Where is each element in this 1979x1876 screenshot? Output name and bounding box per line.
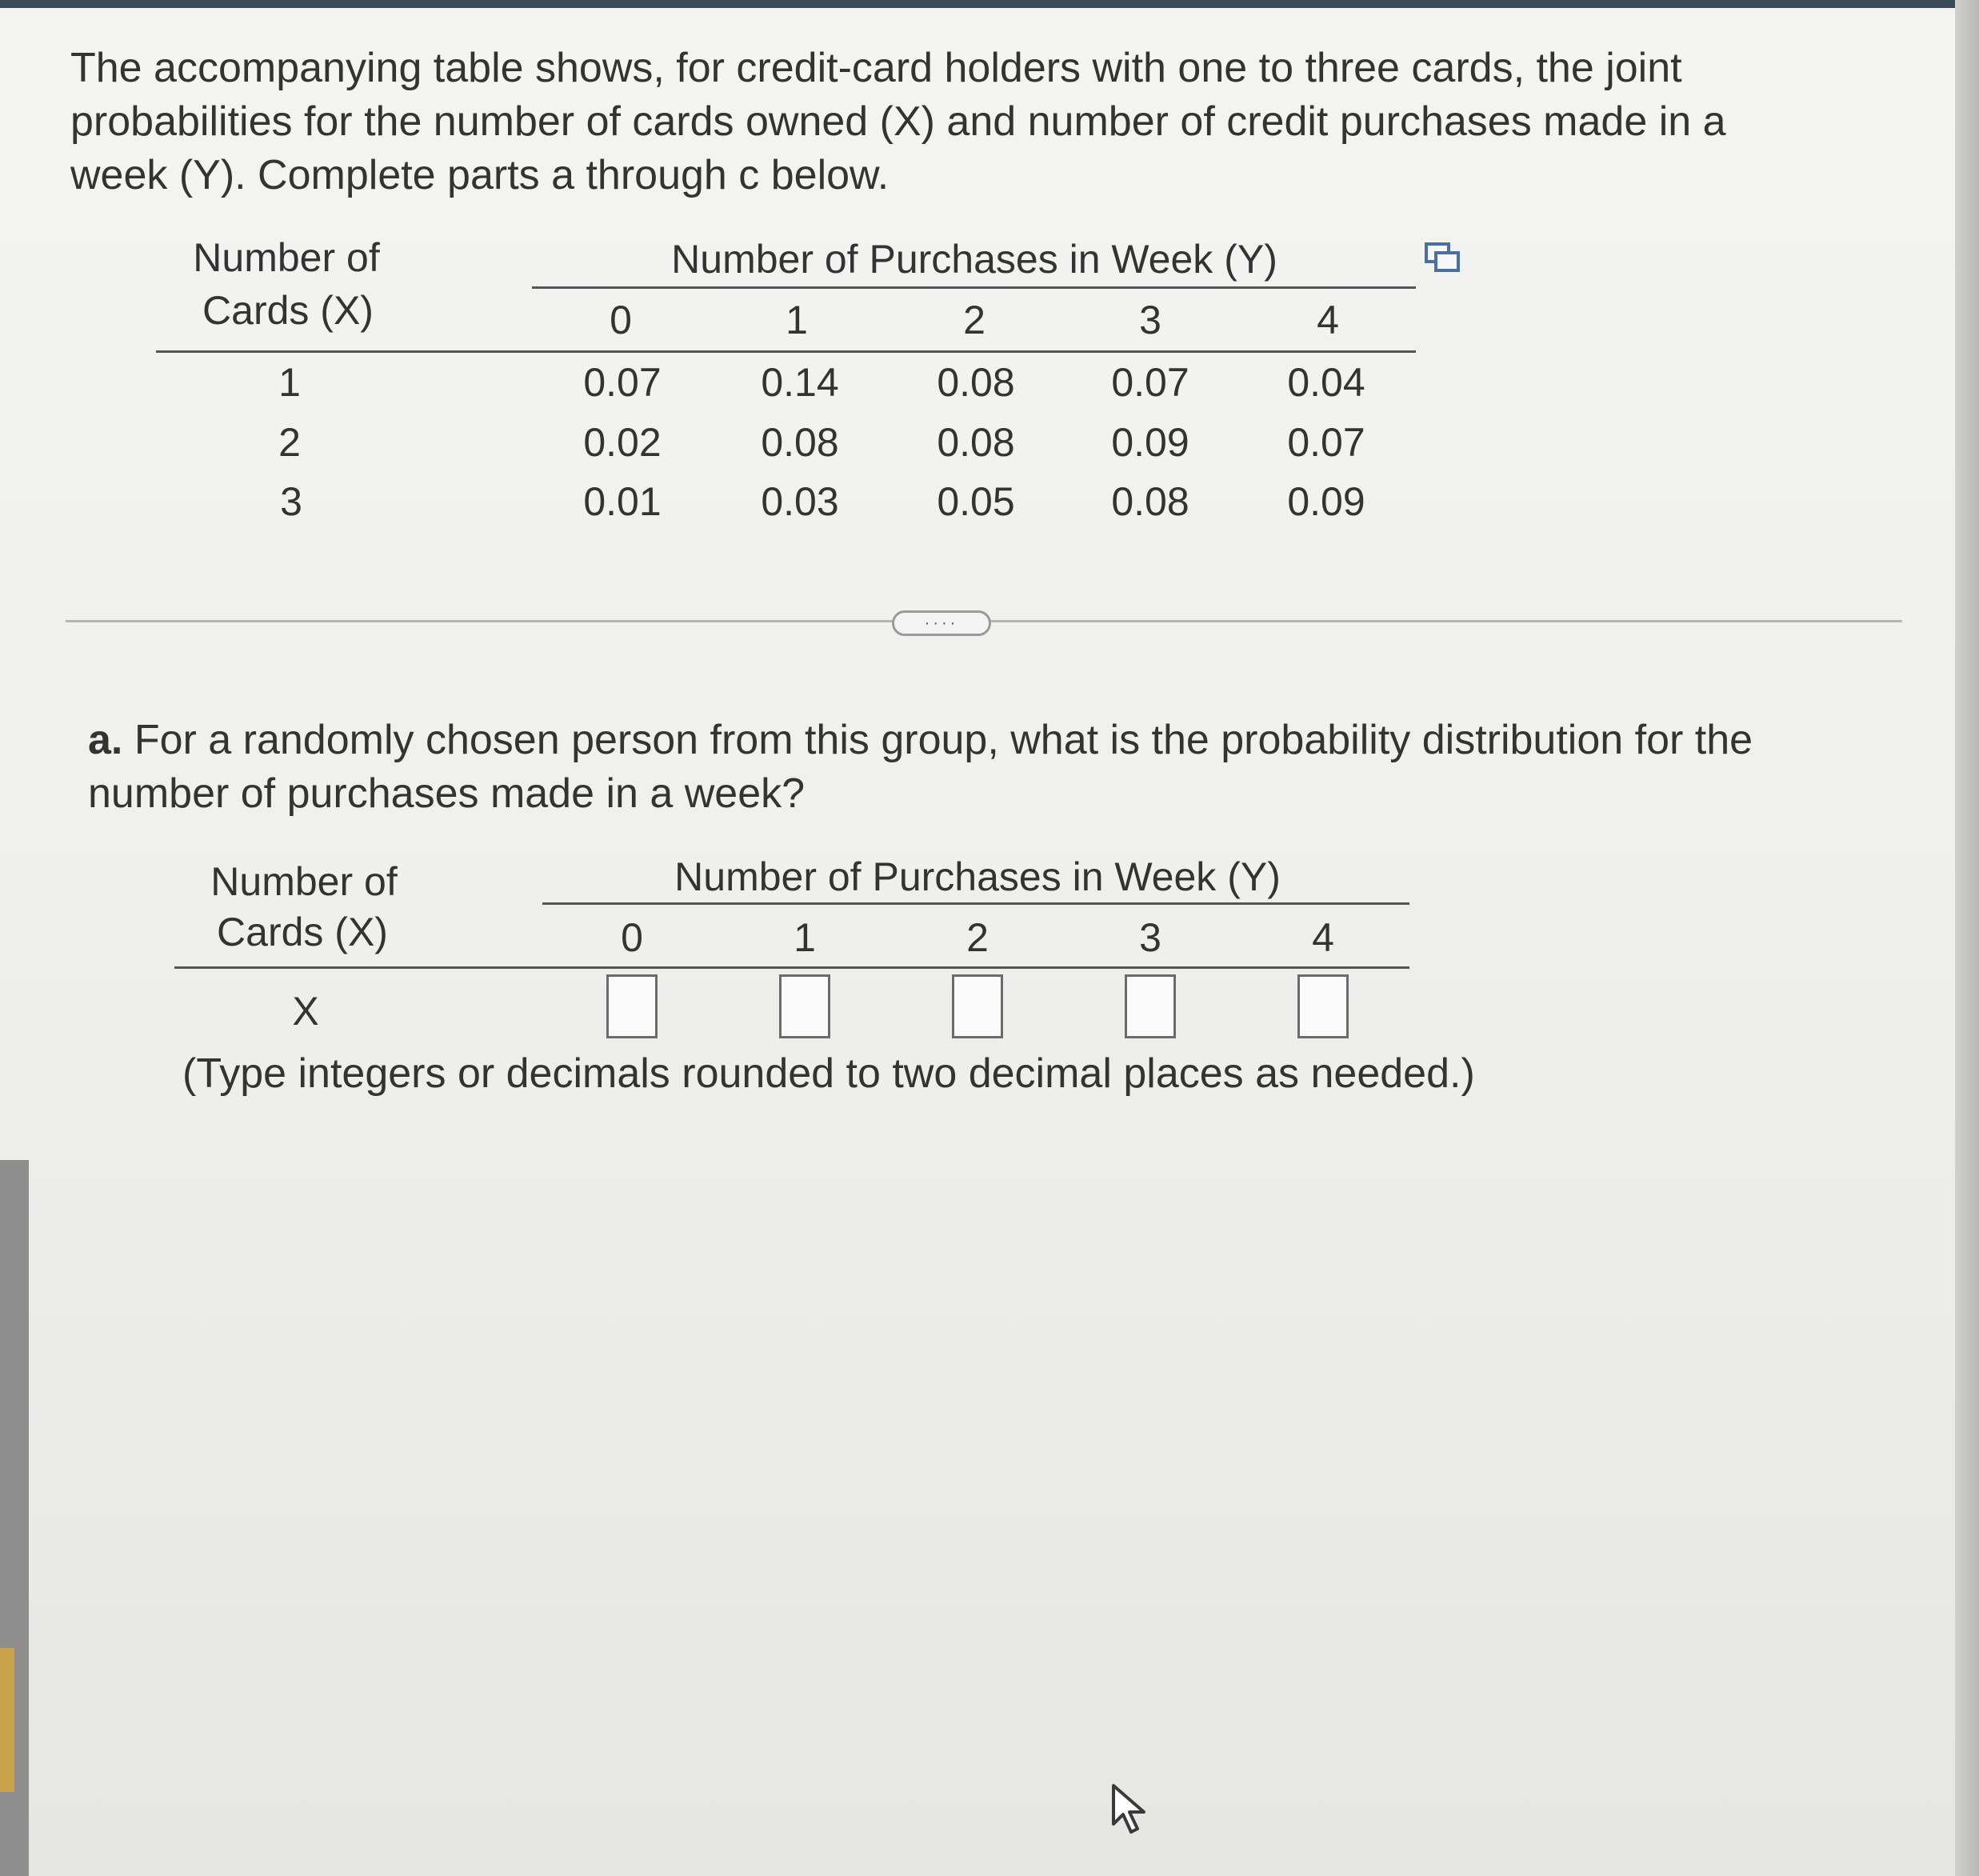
table-cell: 0.09 <box>1111 420 1189 465</box>
answer-col-header-1: 1 <box>794 915 816 960</box>
side-accent <box>0 1648 14 1792</box>
col-header-2: 2 <box>963 298 986 342</box>
table-cell: 0.07 <box>1111 360 1189 405</box>
answer-row-header-line1: Number of <box>210 859 398 904</box>
table-cell: 0.08 <box>937 420 1015 465</box>
table-cell: 0.01 <box>583 479 662 524</box>
table-cell: 0.09 <box>1287 479 1365 524</box>
answer-col-header-2: 2 <box>966 915 989 960</box>
answer-input-2[interactable] <box>952 974 1003 1038</box>
answer-input-0[interactable] <box>606 974 658 1038</box>
col-header-4: 4 <box>1317 298 1339 342</box>
answer-row-header-line2: Cards (X) <box>217 910 388 954</box>
part-a-label: a. <box>88 717 123 763</box>
ellipsis-icon: ···· <box>924 614 959 632</box>
group-header-rule <box>532 286 1416 289</box>
answer-header-rule <box>174 966 1409 969</box>
table-cell: 0.08 <box>1111 479 1189 524</box>
row-label-1: 1 <box>278 360 301 405</box>
expand-button[interactable] <box>892 610 991 636</box>
answer-input-1[interactable] <box>779 974 830 1038</box>
table-cell: 0.08 <box>761 420 839 465</box>
row-label-3: 3 <box>280 479 302 524</box>
table-cell: 0.02 <box>583 420 662 465</box>
row-header-line1: Number of <box>193 235 380 280</box>
table-cell: 0.04 <box>1287 360 1365 405</box>
mouse-pointer-icon <box>1109 1782 1150 1837</box>
row-label-2: 2 <box>278 420 301 465</box>
table-cell: 0.08 <box>937 360 1015 405</box>
answer-input-4[interactable] <box>1297 974 1349 1038</box>
table-cell: 0.07 <box>583 360 662 405</box>
copy-icon[interactable] <box>1424 242 1462 274</box>
question-text: The accompanying table shows, for credit-card holders with one to three cards, the joint probabilities for the number of cards owned (X) and number of credit purchases made in a week (Y). Complete parts a through c below. <box>70 45 1726 198</box>
col-header-1: 1 <box>786 298 808 342</box>
part-a-question <box>88 714 1832 821</box>
col-header-3: 3 <box>1139 298 1161 342</box>
part-a-text: For a randomly chosen person from this group, what is the probability distribution for the number of purchases made in a week? <box>88 717 1753 817</box>
column-group-header: Number of Purchases in Week (Y) <box>671 237 1277 282</box>
table-cell: 0.05 <box>937 479 1015 524</box>
answer-col-header-3: 3 <box>1139 915 1161 960</box>
answer-row-label: X <box>292 989 319 1034</box>
answer-group-header-rule <box>542 902 1409 905</box>
table-cell: 0.14 <box>761 360 839 405</box>
answer-input-3[interactable] <box>1125 974 1176 1038</box>
input-hint: (Type integers or decimals rounded to two decimal places as needed.) <box>182 1050 1475 1097</box>
window-top-edge <box>0 0 1979 8</box>
col-header-0: 0 <box>610 298 632 342</box>
table-cell: 0.03 <box>761 479 839 524</box>
answer-col-header-4: 4 <box>1312 915 1334 960</box>
header-rule <box>156 350 1416 353</box>
window-right-edge <box>1955 0 1979 1876</box>
row-header-line2: Cards (X) <box>202 288 374 333</box>
table-cell: 0.07 <box>1287 420 1365 465</box>
answer-col-header-0: 0 <box>621 915 643 960</box>
answer-column-group-header: Number of Purchases in Week (Y) <box>674 854 1281 899</box>
